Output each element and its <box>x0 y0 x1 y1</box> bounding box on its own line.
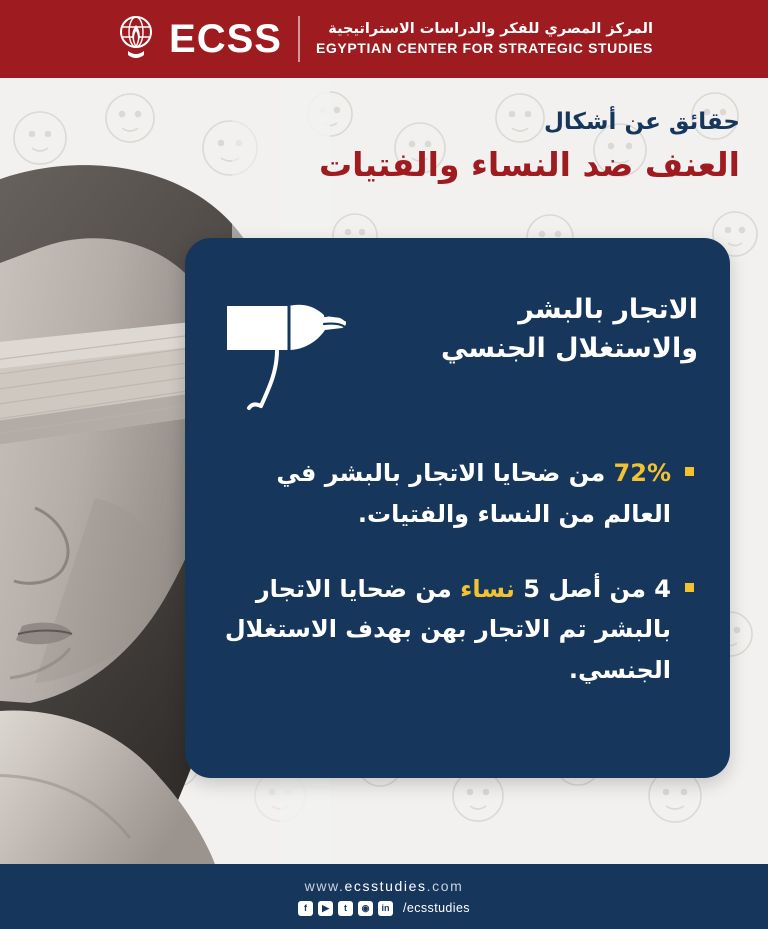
list-item <box>221 569 694 691</box>
fact-2-part-1: 4 من أصل 5 <box>514 574 671 603</box>
url-main: ecsstudies <box>344 877 427 894</box>
ecss-logo[interactable] <box>115 15 653 63</box>
logo-divider <box>298 16 300 62</box>
bullet-icon <box>685 467 694 476</box>
fact-1-highlight: 72% <box>605 459 671 487</box>
globe-flame-icon <box>115 15 157 63</box>
human-trafficking-icon <box>221 288 351 413</box>
facts-card <box>185 238 730 778</box>
twitter-icon[interactable]: t <box>338 901 353 916</box>
bullet-icon <box>685 583 694 592</box>
page-title <box>180 108 740 187</box>
card-heading <box>351 288 698 368</box>
title-line-2: العنف ضد النساء والفتيات <box>319 144 740 184</box>
social-links <box>298 901 470 916</box>
header-bar <box>0 0 768 78</box>
fact-2-part-2: من ضحايا الاتجار بالبشر تم الاتجار بهن بهدف الاستغلال الجنسي. <box>224 574 671 685</box>
website-url[interactable] <box>305 878 464 894</box>
title-line-1: حقائق عن أشكال <box>543 109 740 135</box>
list-item <box>221 453 694 535</box>
linkedin-icon[interactable]: in <box>378 901 393 916</box>
card-heading-line-1: الاتجار بالبشر <box>518 294 698 325</box>
youtube-icon[interactable]: ▶ <box>318 901 333 916</box>
fact-text-1 <box>221 453 671 535</box>
logo-name-block <box>316 22 653 56</box>
social-handle: /ecsstudies <box>403 901 470 915</box>
fact-1-body: من ضحايا الاتجار بالبشر في العالم من النساء والفتيات. <box>276 459 671 528</box>
logo-wordmark: ECSS <box>169 17 282 61</box>
logo-name-arabic: المركز المصري للفكر والدراسات الاستراتيجية <box>328 20 653 37</box>
facts-list <box>221 453 694 725</box>
logo-name-english: EGYPTIAN CENTER FOR STRATEGIC STUDIES <box>315 39 653 56</box>
card-header <box>217 288 698 413</box>
footer-bar <box>0 864 768 929</box>
url-suffix: .com <box>426 877 464 894</box>
url-prefix: www. <box>304 877 345 894</box>
instagram-icon[interactable]: ◉ <box>358 901 373 916</box>
card-heading-line-2: والاستغلال الجنسي <box>441 333 698 365</box>
fact-text-2 <box>221 569 671 691</box>
fact-2-highlight: نساء <box>451 574 515 603</box>
facebook-icon[interactable]: f <box>298 901 313 916</box>
